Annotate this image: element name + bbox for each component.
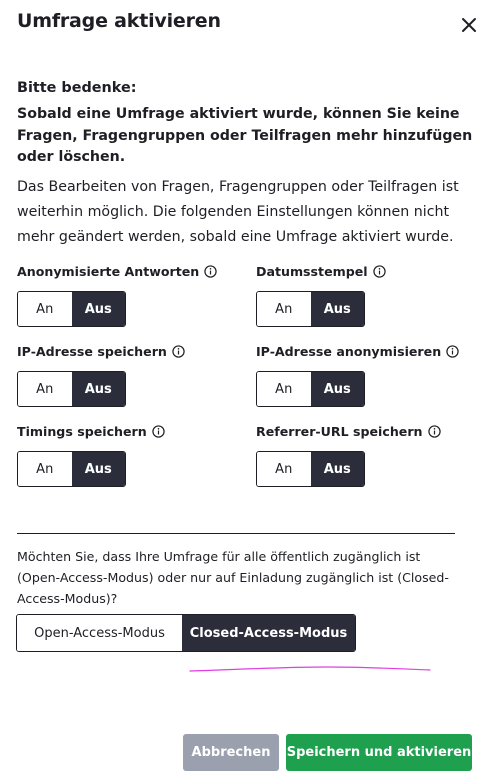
section-divider — [17, 533, 455, 534]
toggle-off-option[interactable]: Aus — [72, 292, 126, 326]
option-save-timings — [17, 422, 165, 487]
option-label: Datumsstempel — [256, 263, 368, 279]
notice-text: Das Bearbeiten von Fragen, Fragengruppen oder Teilfragen ist weiterhin möglich. Die folgenden Einstellungen können nicht mehr geändert werden, sobald eine Umfrage aktiviert wurde. — [17, 179, 459, 245]
anonymized-answers-toggle — [17, 291, 126, 327]
annotation-underline — [188, 662, 433, 676]
option-label: IP-Adresse speichern — [17, 343, 167, 359]
info-icon[interactable] — [172, 345, 185, 358]
notice-warning: Sobald eine Umfrage aktiviert wurde, können Sie keine Fragen, Fragengruppen oder Teilfragen mehr hinzufügen oder löschen. — [17, 106, 473, 165]
close-icon[interactable] — [460, 16, 478, 34]
cancel-button[interactable]: Abbrechen — [183, 734, 279, 771]
toggle-on-option[interactable]: An — [18, 292, 72, 326]
info-icon[interactable] — [373, 265, 386, 278]
toggle-on-option[interactable]: An — [257, 452, 311, 486]
option-label: Timings speichern — [17, 423, 147, 439]
option-save-referrer — [256, 422, 441, 487]
notice-heading: Bitte bedenke: — [17, 80, 137, 96]
option-anonymize-ip — [256, 342, 459, 407]
save-timings-toggle — [17, 451, 126, 487]
info-icon[interactable] — [428, 425, 441, 438]
info-icon[interactable] — [446, 345, 459, 358]
save-and-activate-button[interactable]: Speichern und aktivieren — [286, 734, 472, 771]
closed-access-option[interactable]: Closed-Access-Modus — [182, 615, 355, 651]
option-label: Anonymisierte Antworten — [17, 263, 200, 279]
date-stamp-toggle — [256, 291, 365, 327]
toggle-off-option[interactable]: Aus — [311, 372, 365, 406]
info-icon[interactable] — [204, 265, 217, 278]
toggle-on-option[interactable]: An — [257, 372, 311, 406]
info-icon[interactable] — [152, 425, 165, 438]
anonymize-ip-toggle — [256, 371, 365, 407]
option-date-stamp — [256, 262, 386, 327]
toggle-off-option[interactable]: Aus — [72, 452, 126, 486]
option-anonymized-answers — [17, 262, 217, 327]
toggle-off-option[interactable]: Aus — [311, 292, 365, 326]
option-label: IP-Adresse anonymisieren — [256, 343, 442, 359]
access-mode-toggle — [16, 614, 356, 652]
option-label: Referrer-URL speichern — [256, 423, 423, 439]
toggle-on-option[interactable]: An — [257, 292, 311, 326]
open-access-option[interactable]: Open-Access-Modus — [17, 615, 182, 651]
dialog-title: Umfrage aktivieren — [17, 10, 221, 32]
toggle-on-option[interactable]: An — [18, 452, 72, 486]
option-save-ip — [17, 342, 185, 407]
save-ip-toggle — [17, 371, 126, 407]
access-mode-question: Möchten Sie, dass Ihre Umfrage für alle öffentlich zugänglich ist (Open-Access-Modus) oder nur auf Einladung zugänglich ist (Closed-Access-Modus)? — [17, 549, 449, 606]
toggle-on-option[interactable]: An — [18, 372, 72, 406]
save-referrer-toggle — [256, 451, 365, 487]
toggle-off-option[interactable]: Aus — [72, 372, 126, 406]
toggle-off-option[interactable]: Aus — [311, 452, 365, 486]
